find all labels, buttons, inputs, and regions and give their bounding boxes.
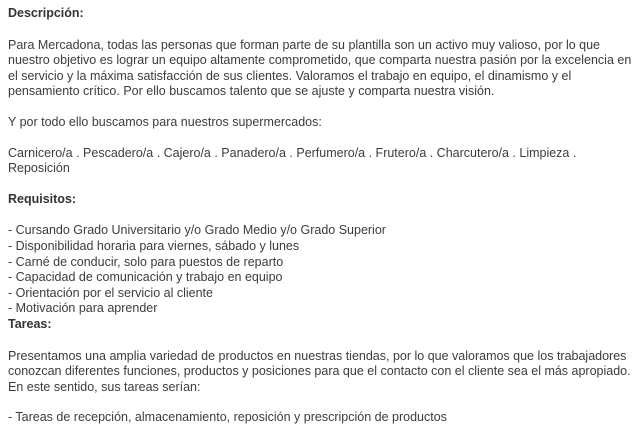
tareas-paragraph: Presentamos una amplia variedad de productos en nuestras tiendas, por lo que valoramos que los trabajadores conozcan diferentes funciones, productos y posiciones para que el contacto con el cliente sea el más apropiado. En este sentido, sus tareas serían: (8, 348, 631, 394)
spacer (8, 395, 634, 410)
list-item: - Capacidad de comunicación y trabajo en equipo (8, 270, 283, 285)
requisitos-heading: Requisitos: (8, 191, 77, 206)
tareas-list (8, 410, 634, 426)
list-item: - Motivación para aprender (8, 301, 158, 316)
spacer (8, 131, 634, 146)
list-item: - Cursando Grado Universitario y/o Grado Medio y/o Grado Superior (8, 223, 386, 238)
spacer (8, 177, 634, 192)
spacer (8, 100, 634, 115)
spacer (8, 22, 634, 38)
list-item: - Carné de conducir, solo para puestos de reparto (8, 254, 284, 269)
descripcion-heading: Descripción: (8, 6, 84, 20)
spacer (8, 207, 634, 223)
spacer (8, 333, 634, 349)
tareas-heading: Tareas: (8, 316, 52, 331)
list-item: - Orientación por el servicio al cliente (8, 285, 213, 300)
list-item: - Disponibilidad horaria para viernes, sábado y lunes (8, 238, 300, 253)
supermercados-intro: Y por todo ello buscamos para nuestros supermercados: (8, 114, 322, 129)
descripcion-paragraph: Para Mercadona, todas las personas que forman parte de su plantilla son un activo muy valioso, por lo que nuestro objetivo es lograr un equipo altamente comprometido, que comparta nuestra pasión por la excelencia en el servicio y la máxima satisfacción de sus clientes. Valoramos el trabajo en equipo, el dinamismo y el pensamiento crítico. Por ello buscamos talento que se ajuste y comparta nuestra visión. (8, 37, 632, 99)
puestos-list: Carnicero/a . Pescadero/a . Cajero/a . Panadero/a . Perfumero/a . Frutero/a . Charcutero/a . Limpieza . Reposición (8, 145, 577, 176)
list-item: - Tareas de recepción, almacenamiento, reposición y prescripción de productos (8, 410, 447, 425)
requisitos-list (8, 223, 634, 317)
